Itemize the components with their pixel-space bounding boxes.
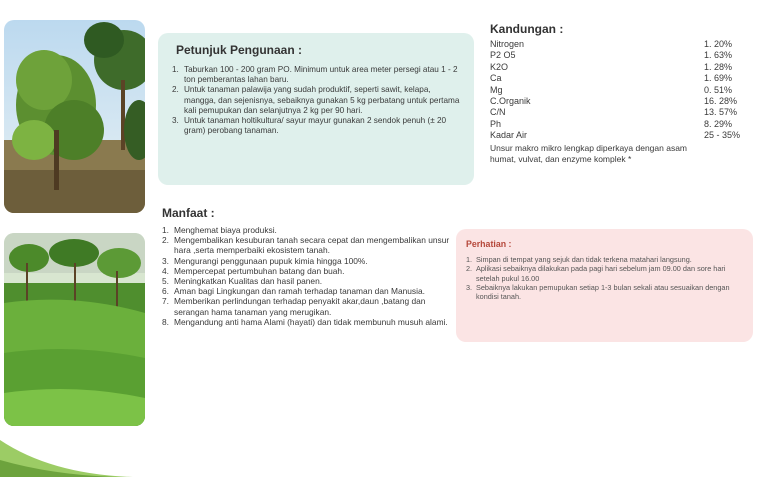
composition-row: [490, 39, 760, 50]
benefits-title: Manfaat :: [162, 206, 215, 220]
item-text: Menghemat biaya produksi.: [174, 225, 277, 235]
composition-row: [490, 119, 760, 130]
composition-label: C/N: [490, 107, 506, 118]
item-text: Aplikasi sebaiknya dilakukan pada pagi hari sebelum jam 09.00 dan sore hari setelah pukul 16.00: [476, 264, 726, 283]
item-number: 7.: [162, 296, 169, 307]
list-item: [162, 256, 462, 266]
list-item: [162, 317, 462, 327]
list-item: [466, 264, 743, 283]
composition-label: Ph: [490, 118, 502, 129]
composition-note: Unsur makro mikro lengkap diperkaya dengan asam humat, vulvat, dan enzyme komplek *: [490, 142, 688, 164]
item-text: Untuk tanaman palawija yang sudah produktif, seperti sawit, kelapa, mangga, dan sejenisnya, sebaiknya gunakan 5 kg perbatang untuk pertama kali pemupukan dan selanjutnya 2 kg per 90 hari.: [184, 85, 460, 115]
item-text: Simpan di tempat yang sejuk dan tidak terkena matahari langsung.: [476, 255, 692, 264]
item-number: 3.: [172, 116, 179, 126]
usage-instructions-title: Petunjuk Pengunaan :: [176, 43, 303, 57]
composition-row: [490, 96, 760, 107]
composition-value: 25 - 35%: [704, 130, 741, 141]
item-number: 2.: [162, 235, 169, 246]
list-item: [172, 65, 464, 85]
item-text: Aman bagi Lingkungan dan ramah terhadap tanaman dan Manusia.: [174, 286, 425, 297]
composition-value: 8. 29%: [704, 118, 733, 129]
list-item: [172, 85, 464, 116]
usage-instructions-panel: [158, 33, 474, 185]
decorative-swoosh: [0, 380, 160, 477]
item-text: Mengurangi penggunaan pupuk kimia hingga 100%.: [174, 255, 368, 266]
benefits-section: [162, 206, 462, 327]
item-text: Mengembalikan kesuburan tanah secara cepat dan mengembalikan unsur hara ,serta memperbaiki ekosistem tanah.: [174, 235, 450, 256]
item-text: Mempercepat pertumbuhan batang dan buah.: [174, 265, 345, 276]
list-item: [162, 235, 462, 255]
composition-value: 1. 20%: [704, 39, 733, 49]
caution-list: [466, 255, 743, 301]
item-number: 3.: [162, 255, 169, 266]
composition-value: 13. 57%: [704, 107, 738, 118]
durian-tree-photo: [4, 20, 145, 213]
composition-label: Ca: [490, 73, 502, 84]
list-item: [466, 255, 743, 264]
list-item: [466, 283, 743, 302]
composition-label: K2O: [490, 61, 509, 72]
list-item: [172, 116, 464, 136]
caution-title: Perhatian :: [466, 239, 512, 249]
composition-label: Nitrogen: [490, 39, 525, 49]
item-number: 1.: [172, 65, 179, 74]
composition-row: [490, 107, 760, 118]
item-number: 4.: [162, 265, 169, 276]
list-item: [162, 296, 462, 316]
composition-title: Kandungan :: [490, 22, 564, 36]
composition-label: Mg: [490, 84, 503, 95]
composition-label: Kadar Air: [490, 130, 528, 141]
list-item: [162, 225, 462, 235]
composition-label: C.Organik: [490, 96, 531, 107]
item-number: 3.: [466, 282, 473, 292]
composition-value: 16. 28%: [704, 96, 738, 107]
item-number: 2.: [172, 85, 179, 95]
list-item: [162, 276, 462, 286]
composition-row: [490, 50, 760, 61]
composition-row: [490, 85, 760, 96]
composition-row: [490, 130, 760, 141]
item-text: Meningkatkan Kualitas dan hasil panen.: [174, 276, 323, 287]
composition-row: [490, 62, 760, 73]
benefits-list: [162, 225, 462, 327]
composition-row: [490, 73, 760, 84]
composition-value: 1. 69%: [704, 73, 733, 84]
composition-label: P2 O5: [490, 50, 516, 61]
item-number: 2.: [466, 264, 473, 274]
composition-value: 0. 51%: [704, 84, 733, 95]
composition-value: 1. 63%: [704, 50, 733, 61]
item-text: Mengandung anti hama Alami (hayati) dan tidak membunuh musuh alami.: [174, 316, 448, 327]
caution-panel: [456, 229, 753, 342]
item-number: 8.: [162, 316, 169, 327]
item-number: 5.: [162, 276, 169, 287]
composition-section: [490, 22, 760, 165]
list-item: [162, 266, 462, 276]
item-text: Taburkan 100 - 200 gram PO. Minimum untuk area meter persegi atau 1 - 2 ton pemberantas lahan baru.: [184, 65, 458, 85]
composition-value: 1. 28%: [704, 61, 733, 72]
item-text: Untuk tanaman holtikultura/ sayur mayur gunakan 2 sendok penuh (± 20 gram) perobang tanaman.: [184, 116, 447, 136]
item-text: Memberikan perlindungan terhadap penyakit akar,daun ,batang dan serangan hama tanaman yang merugikan.: [174, 296, 426, 317]
item-number: 6.: [162, 286, 169, 297]
item-number: 1.: [466, 255, 473, 264]
list-item: [162, 286, 462, 296]
usage-instructions-list: [172, 65, 464, 136]
item-text: Sebaiknya lakukan pemupukan setiap 1-3 bulan sekali atau sesuaikan dengan kondisi tanah.: [476, 282, 730, 302]
item-number: 1.: [162, 225, 169, 235]
